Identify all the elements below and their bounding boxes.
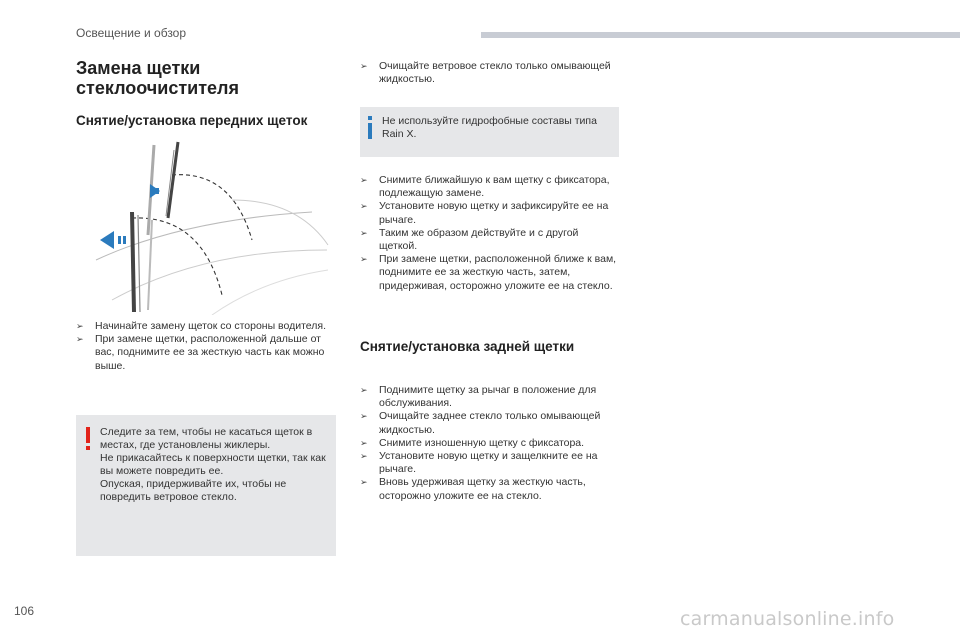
rear-wiper-heading: Снятие/установка задней щетки <box>360 339 575 354</box>
list-item: ➢ Начинайте замену щеток со стороны водителя. <box>76 320 327 332</box>
exclamation-icon <box>85 427 91 451</box>
warning-note <box>76 415 336 556</box>
info-note <box>360 107 619 157</box>
list-item: ➢ Вновь удерживая щетку за жесткую часть, осторожно уложите ее на стекло. <box>360 476 586 502</box>
info-icon <box>367 116 373 140</box>
arrow-far-icon <box>150 184 160 198</box>
header-bar <box>481 32 960 38</box>
arrow-right-icon: ➢ <box>360 437 368 448</box>
list-item: ➢ Очищайте ветровое стекло только омывающей жидкостью. <box>360 60 611 86</box>
arrow-near-icon <box>100 231 126 249</box>
list-item: ➢ Очищайте заднее стекло только омывающей жидкостью. <box>360 410 601 436</box>
near-wiper-blade <box>132 212 134 312</box>
arrow-right-icon: ➢ <box>360 175 368 185</box>
front-replace-steps-list <box>360 174 618 293</box>
page-title <box>76 58 336 98</box>
rear-steps-list <box>360 384 618 503</box>
arrow-right-icon: ➢ <box>360 451 368 462</box>
list-item: ➢ При замене щетки, расположенной дальше от вас, поднимите ее за жесткую часть как можно выше. <box>76 333 325 372</box>
page-number: 106 <box>14 604 35 618</box>
glass-top-line <box>232 200 328 245</box>
list-item: ➢ Поднимите щетку за рычаг в положение для обслуживания. <box>360 384 597 410</box>
windscreen-lower-line <box>112 250 327 300</box>
page-title-line1: Замена щетки <box>76 58 201 78</box>
watermark: carmanualsonline.info <box>680 608 895 630</box>
front-wipers-heading: Снятие/установка передних щеток <box>76 113 308 128</box>
list-item: ➢ Таким же образом действуйте и с другой щеткой. <box>360 226 579 253</box>
windscreen-clean-list <box>360 60 618 86</box>
list-item: ➢ Установите новую щетку и защелкните ее на рычаге. <box>360 450 598 476</box>
bonnet-line <box>212 270 328 315</box>
list-item: ➢ Установите новую щетку и зафиксируйте ее на рычаге. <box>360 200 609 226</box>
arrow-right-icon: ➢ <box>360 385 368 395</box>
page-title-line2: стеклоочистителя <box>76 78 239 98</box>
arrow-right-icon: ➢ <box>360 477 368 488</box>
list-item: ➢ Снимите ближайшую к вам щетку с фиксатора, подлежащую замене. <box>360 174 610 200</box>
arrow-right-icon: ➢ <box>76 334 84 345</box>
near-wiper-arm <box>138 215 140 312</box>
arrow-right-icon: ➢ <box>360 254 368 265</box>
section-header: Освещение и обзор <box>76 26 187 40</box>
far-wiper-blade <box>168 142 178 218</box>
arrow-right-icon: ➢ <box>360 227 368 238</box>
list-item: ➢ Снимите изношенную щетку с фиксатора. <box>360 436 585 449</box>
warning-text: Следите за тем, чтобы не касаться щеток в местах, где установлены жиклеры. Не прикасайтесь к поверхности щетки, так как вы можете повредить ее. Опуская, придерживайте их, чтобы не повредить ветровое стекло. <box>100 426 326 503</box>
front-steps-list <box>76 320 328 373</box>
arrow-right-icon: ➢ <box>76 321 84 331</box>
arrow-right-icon: ➢ <box>360 411 368 422</box>
info-text: Не используйте гидрофобные составы типа Rain X. <box>382 115 597 140</box>
wiper-illustration <box>92 140 332 315</box>
arrow-right-icon: ➢ <box>360 201 368 212</box>
list-item: ➢ При замене щетки, расположенной ближе к вам, поднимите ее за жесткую часть, затем, придерживая, осторожно уложите ее на стекло. <box>360 253 617 292</box>
arrow-right-icon: ➢ <box>360 61 368 71</box>
